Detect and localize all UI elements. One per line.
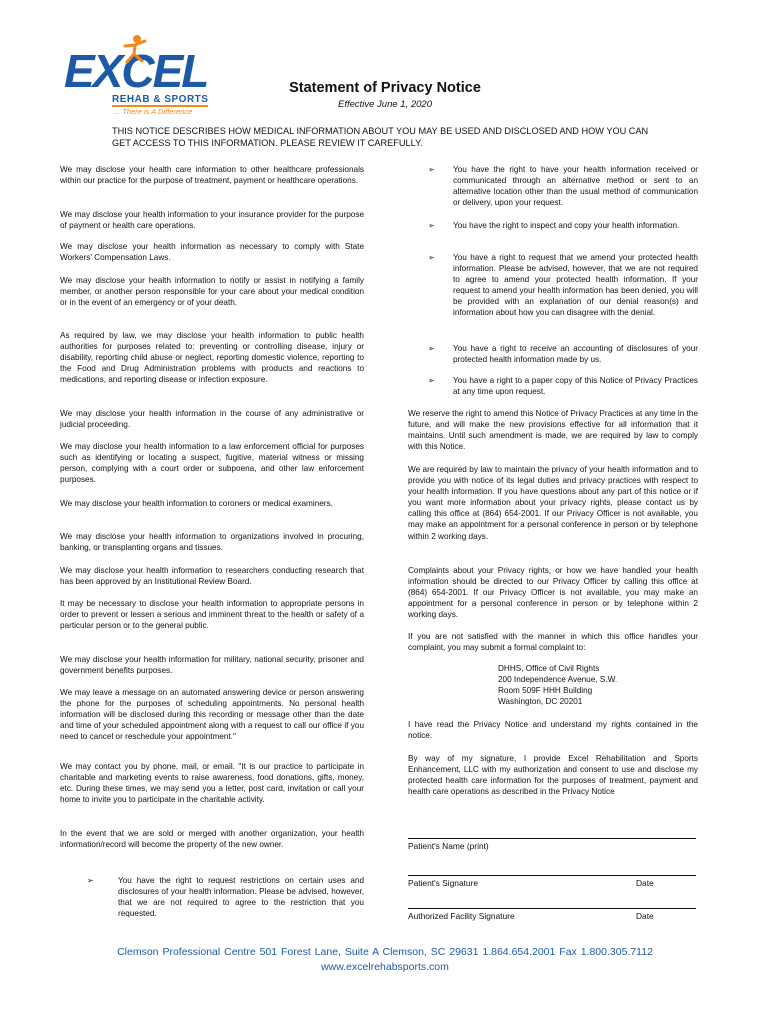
left-paragraph: We may disclose your health information to organizations involved in procuring, banking, or transplanting organs and tissues.	[60, 532, 364, 553]
footer-website-link[interactable]: www.excelrehabsports.com	[321, 961, 449, 973]
left-paragraph: It may be necessary to disclose your health information to appropriate persons in order to prevent or lessen a serious and imminent threat to the health or safety of a particular person or to the general public.	[60, 599, 364, 631]
left-paragraph: We may disclose your health information to researchers conducting research that has been approved by an Institutional Review Board.	[60, 566, 364, 587]
address-line: Washington, DC 20201	[498, 697, 583, 707]
address-line: Room 509F HHH Building	[498, 686, 593, 696]
right-paragraph: We reserve the right to amend this Notice of Privacy Practices at any time in the future, and will make the new provisions effective for all information that it maintains. Until such amendment is made, we are required by law to comply with this Notice.	[408, 409, 698, 452]
left-paragraph: As required by law, we may disclose your health information to public health authorities for purposes related to: preventing or controlling disease, injury or disability, reporting child abuse or neglect, reporting domestic violence, reporting to the Food and Drug Administration problems with products and reactions to medications, and reporting disease or infection exposure.	[60, 331, 364, 385]
complaint-address	[498, 663, 698, 707]
runner-figure-icon	[122, 34, 148, 64]
effective-date: Effective June 1, 2020	[337, 99, 432, 110]
arrow-bullet-icon: ➢	[428, 221, 435, 230]
right-paragraph: I have read the Privacy Notice and understand my rights contained in the notice.	[408, 720, 698, 741]
arrow-bullet-icon: ➢	[87, 876, 94, 885]
left-paragraph: We may disclose your health information to coroners or medical examiners.	[60, 499, 333, 508]
bullet-text: You have the right to have your health information received or communicated through an alternative method or sent to an alternative location other than the usual method of communication or delivery, upon your request.	[453, 165, 698, 208]
arrow-bullet-icon: ➢	[428, 253, 435, 262]
left-paragraph: We may disclose your health information to your insurance provider for the purpose of payment or health care operations.	[60, 210, 364, 231]
notice-banner: THIS NOTICE DESCRIBES HOW MEDICAL INFORMATION ABOUT YOU MAY BE USED AND DISCLOSED AND HOW YOU CAN GET ACCESS TO THIS INFORMATION. PLEASE REVIEW IT CAREFULLY.	[112, 126, 649, 148]
right-paragraph: If you are not satisfied with the manner in which this office handles your complaint, you may submit a formal complaint to:	[408, 632, 698, 653]
arrow-bullet-icon: ➢	[428, 165, 435, 174]
excel-logo	[60, 34, 220, 118]
left-paragraph: We may disclose your health care information to other healthcare professionals within our practice for the purpose of treatment, payment or healthcare operations.	[60, 165, 364, 186]
bullet-text: You have the right to request restrictions on certain uses and disclosures of your health information. Please be advised, however, that we are not required to agree to the restriction that you requested.	[118, 876, 364, 919]
left-paragraph: In the event that we are sold or merged with another organization, your health information/record will become the property of the new owner.	[60, 829, 364, 850]
right-paragraph: We are required by law to maintain the privacy of your health information and to provide you with notice of its legal duties and privacy practices with respect to your health information. If you have questions about any part of this notice or if you want more information about your privacy rights, please contact us by calling this office at (864) 654-2001. If our Privacy Officer is not available, you may make an appointment for a personal conference in person or by telephone within 2 working days.	[408, 465, 698, 541]
patient-name-label: Patient's Name (print)	[408, 841, 489, 851]
bullet-text: You have the right to inspect and copy your health information.	[453, 221, 680, 230]
logo-tagline: ... There is A Difference	[114, 107, 193, 116]
footer-address: Clemson Professional Centre 501 Forest Lane, Suite A Clemson, SC 29631 1.864.654.2001 Fax 1.800.305.7112	[117, 946, 653, 958]
arrow-bullet-icon: ➢	[428, 376, 435, 385]
bullet-text: You have a right to receive an accounting of disclosures of your protected health information made by us.	[453, 344, 698, 365]
logo-subtitle: REHAB & SPORTS	[112, 94, 209, 105]
left-paragraph: We may contact you by phone, mail, or email. "It is our practice to participate in charitable and marketing events to raise awareness, food donations, gifts, money, etc. During these times, we may send you a letter, post card, invitation or call your home to invite you to participate in the charitable activity.	[60, 762, 364, 805]
left-paragraph: We may leave a message on an automated answering device or person answering the phone for the purposes of scheduling appointments. No personal health information will be disclosed during this recording or message other than the date and time of your scheduled appointment along with a request to call our office if you need to cancel or reschedule your appointment."	[60, 688, 364, 742]
patient-signature-line[interactable]	[408, 875, 696, 876]
bullet-text: You have a right to a paper copy of this Notice of Privacy Practices at any time upon request.	[453, 376, 698, 397]
facility-signature-line[interactable]	[408, 908, 696, 909]
left-paragraph: We may disclose your health information to a law enforcement official for purposes such as identifying or locating a suspect, fugitive, material witness or missing person, complying with a court order or subpoena, and other law enforcement purposes.	[60, 442, 364, 485]
left-paragraph: We may disclose your health information for military, national security, prisoner and government benefits purposes.	[60, 655, 364, 676]
address-line: DHHS, Office of Civil Rights	[498, 664, 600, 673]
logo-word: EXCEL	[64, 45, 208, 97]
address-line: 200 Independence Avenue, S.W.	[498, 675, 618, 685]
date-label: Date	[636, 878, 654, 888]
left-paragraph: We may disclose your health information to notify or assist in notifying a family member, or another person responsible for your care about your medical condition or in the event of an emergency or of your death.	[60, 276, 364, 308]
page-title: Statement of Privacy Notice	[289, 80, 481, 96]
patient-signature-label: Patient's Signature	[408, 878, 479, 888]
right-paragraph: By way of my signature, I provide Excel Rehabilitation and Sports Enhancement, LLC with my authorization and consent to use and disclose my protected health care information for the purposes of treatment, payment and health care operations as described in the Privacy Notice	[408, 754, 698, 797]
left-paragraph: We may disclose your health information as necessary to comply with State Workers' Compensation Laws.	[60, 242, 364, 263]
arrow-bullet-icon: ➢	[428, 344, 435, 353]
bullet-text: You have a right to request that we amend your protected health information. Please be advised, however, that we are not required to agree to amend your protected health information. If your request to amend your health information has been denied, you will be provided with an explanation of our denial reason(s) and information about how you can disagree with the denial.	[453, 253, 698, 318]
facility-signature-label: Authorized Facility Signature	[408, 911, 515, 921]
right-paragraph: Complaints about your Privacy rights, or how we have handled your health information should be directed to our Privacy Officer by calling this office at (864) 654-2001. If our Privacy Officer is not available, you may make an appointment for a personal conference in person or by telephone within 2 working days.	[408, 566, 698, 620]
patient-name-line[interactable]	[408, 838, 696, 839]
left-paragraph: We may disclose your health information in the course of any administrative or judicial proceeding.	[60, 409, 364, 430]
date-label: Date	[636, 911, 654, 921]
